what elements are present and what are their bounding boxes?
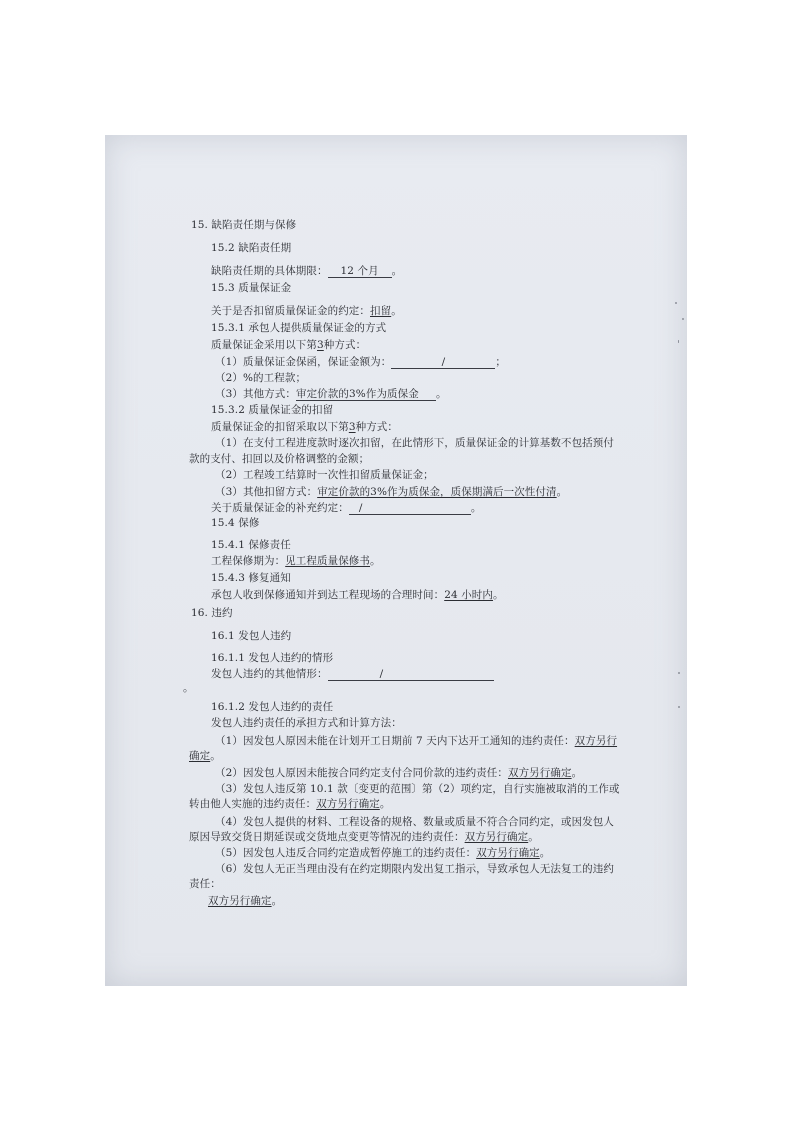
retention-label: 关于是否扣留质量保证金的约定： — [211, 305, 370, 317]
option-1-value: / — [391, 356, 495, 369]
other-breach-end-mark: 。 — [183, 682, 194, 694]
response-label: 承包人收到保修通知并到达工程现场的合理时间： — [211, 589, 445, 601]
employer-other-breach — [211, 668, 494, 681]
supplement-tail: 。 — [470, 502, 482, 514]
withholding-option-1-line-1: （1）在支付工程进度款时逐次扣留，在此情形下，质量保证金的计算基数不包括预付 — [215, 437, 614, 449]
withholding-mode — [211, 421, 398, 434]
defect-liability-term — [211, 265, 402, 278]
warranty-value: 见工程质量保修书 — [285, 555, 371, 567]
item-2-value: 双方另行确定 — [507, 767, 572, 779]
other-breach-label: 发包人违约的其他情形： — [211, 668, 328, 680]
option-1-label: （1）质量保证金保函，保证金额为： — [215, 356, 392, 368]
withhold-mode-number: 3 — [348, 421, 356, 433]
warranty-tail: 。 — [370, 555, 381, 567]
term-value: 12 个月 — [328, 265, 392, 278]
response-tail: 。 — [493, 589, 504, 601]
option-1-tail: ； — [495, 356, 506, 368]
withhold-option-3-tail: 。 — [556, 486, 568, 498]
subsection-15-3-title: 15.3 质量保证金 — [211, 282, 292, 294]
liability-item-1-line-2 — [189, 750, 221, 763]
mode-prefix: 质量保证金采用以下第 — [211, 339, 317, 351]
mode-number: 3 — [317, 339, 324, 351]
subsection-15-4-title: 15.4 保修 — [211, 517, 260, 529]
item-5-tail: 。 — [539, 847, 551, 859]
mode-suffix: 种方式： — [323, 339, 367, 351]
term-tail: 。 — [391, 265, 403, 277]
retention-tail: 。 — [391, 305, 402, 317]
liability-item-4-line-1: （4）发包人提供的材料、工程设备的规格、数量或质量不符合合同约定，或因发包人 — [215, 816, 614, 828]
item-3-tail: 。 — [379, 798, 391, 810]
liability-item-2 — [215, 767, 582, 780]
item-3-value: 双方另行确定 — [316, 798, 380, 810]
item-5-value: 双方另行确定 — [476, 847, 540, 859]
withhold-mode-prefix: 质量保证金的扣留采取以下第 — [211, 421, 349, 433]
liability-item-6-line-1: （6）发包人无正当理由没有在约定期限内发出复工指示，导致承包人无法复工的违约 — [215, 863, 614, 875]
clause-15-3-1-title: 15.3.1 承包人提供质量保证金的方式 — [211, 322, 387, 334]
section-16-title: 16. 违约 — [191, 607, 233, 619]
item-1-tail: 。 — [210, 750, 221, 762]
withhold-mode-suffix: 种方式： — [355, 421, 398, 433]
liability-item-4-line-2 — [189, 831, 539, 844]
scan-speck — [675, 302, 677, 304]
item-2-tail: 。 — [571, 767, 583, 779]
clause-15-3-2-title: 15.3.2 质量保证金的扣留 — [211, 404, 334, 416]
item-6-value: 双方另行确定 — [208, 895, 272, 907]
subsection-15-2-title: 15.2 缺陷责任期 — [211, 242, 292, 254]
guarantee-option-3 — [215, 388, 447, 401]
response-value: 24 小时内 — [444, 589, 494, 601]
guarantee-option-1 — [215, 356, 506, 369]
item-4-value: 双方另行确定 — [464, 831, 529, 843]
retention-supplement — [211, 502, 481, 515]
guarantee-option-2: （2）%的工程款； — [215, 372, 307, 384]
scan-speck — [678, 672, 680, 674]
term-label: 缺陷责任期的具体期限： — [211, 265, 328, 277]
item-3-text: 转由他人实施的违约责任： — [189, 798, 317, 810]
option-3-tail: 。 — [435, 388, 447, 400]
subsection-16-1-title: 16.1 发包人违约 — [211, 630, 292, 642]
withholding-option-2: （2）工程竣工结算时一次性扣留质量保证金； — [215, 469, 434, 481]
withhold-option-3-value: 审定价款的3%作为质保金，质保期满后一次性付清 — [317, 486, 557, 498]
item-2-text: （2）因发包人原因未能按合同约定支付合同价款的违约责任： — [215, 767, 508, 779]
warranty-label: 工程保修期为： — [211, 555, 286, 567]
retention-clause — [211, 305, 402, 318]
item-6-tail: 。 — [271, 895, 283, 907]
guarantee-mode — [211, 339, 366, 352]
liability-intro: 发包人违约责任的承担方式和计算方法： — [211, 717, 402, 729]
item-5-text: （5）因发包人违反合同约定造成暂停施工的违约责任： — [215, 847, 477, 859]
scan-speck — [678, 706, 680, 708]
withhold-option-3-label: （3）其他扣留方式： — [215, 486, 318, 498]
section-15-title: 15. 缺陷责任期与保修 — [191, 219, 297, 231]
supplement-label: 关于质量保证金的补充约定： — [211, 502, 349, 514]
item-4-tail: 。 — [528, 831, 539, 843]
supplement-value: / — [349, 502, 471, 515]
clause-16-1-2-title: 16.1.2 发包人违约的责任 — [211, 701, 334, 713]
scan-speck — [682, 318, 684, 320]
repair-response-time — [211, 589, 504, 602]
clause-16-1-1-title: 16.1.1 发包人违约的情形 — [211, 652, 334, 664]
scan-speck — [678, 340, 679, 343]
item-1-value-part-1: 双方另行 — [574, 735, 618, 747]
retention-value: 扣留 — [370, 305, 392, 317]
liability-item-3-line-2 — [189, 798, 390, 811]
liability-item-5 — [215, 847, 550, 860]
option-3-label: （3）其他方式： — [215, 388, 296, 400]
warranty-period — [211, 555, 381, 568]
liability-item-3-line-1: （3）发包人违反第 10.1 款〔变更的范围〕第（2）项约定，自行实施被取消的工作或 — [215, 783, 620, 795]
option-3-value: 审定价款的3%作为质保金 — [296, 388, 436, 401]
liability-item-6-line-2: 责任： — [189, 878, 221, 890]
item-1-text: （1）因发包人原因未能在计划开工日期前 7 天内下达开工通知的违约责任： — [215, 735, 575, 747]
clause-15-4-1-title: 15.4.1 保修责任 — [211, 539, 291, 551]
clause-15-4-3-title: 15.4.3 修复通知 — [211, 572, 291, 584]
item-4-text: 原因导致交货日期延误或交货地点变更等情况的违约责任： — [189, 831, 465, 843]
other-breach-value: / — [328, 668, 494, 681]
withholding-option-1-line-2: 款的支付、扣回以及价格调整的金额； — [189, 453, 370, 465]
liability-item-1-line-1 — [215, 735, 617, 748]
withholding-option-3 — [215, 486, 567, 499]
item-1-value-part-2: 确定 — [189, 750, 211, 762]
liability-item-6-line-3 — [208, 895, 282, 908]
